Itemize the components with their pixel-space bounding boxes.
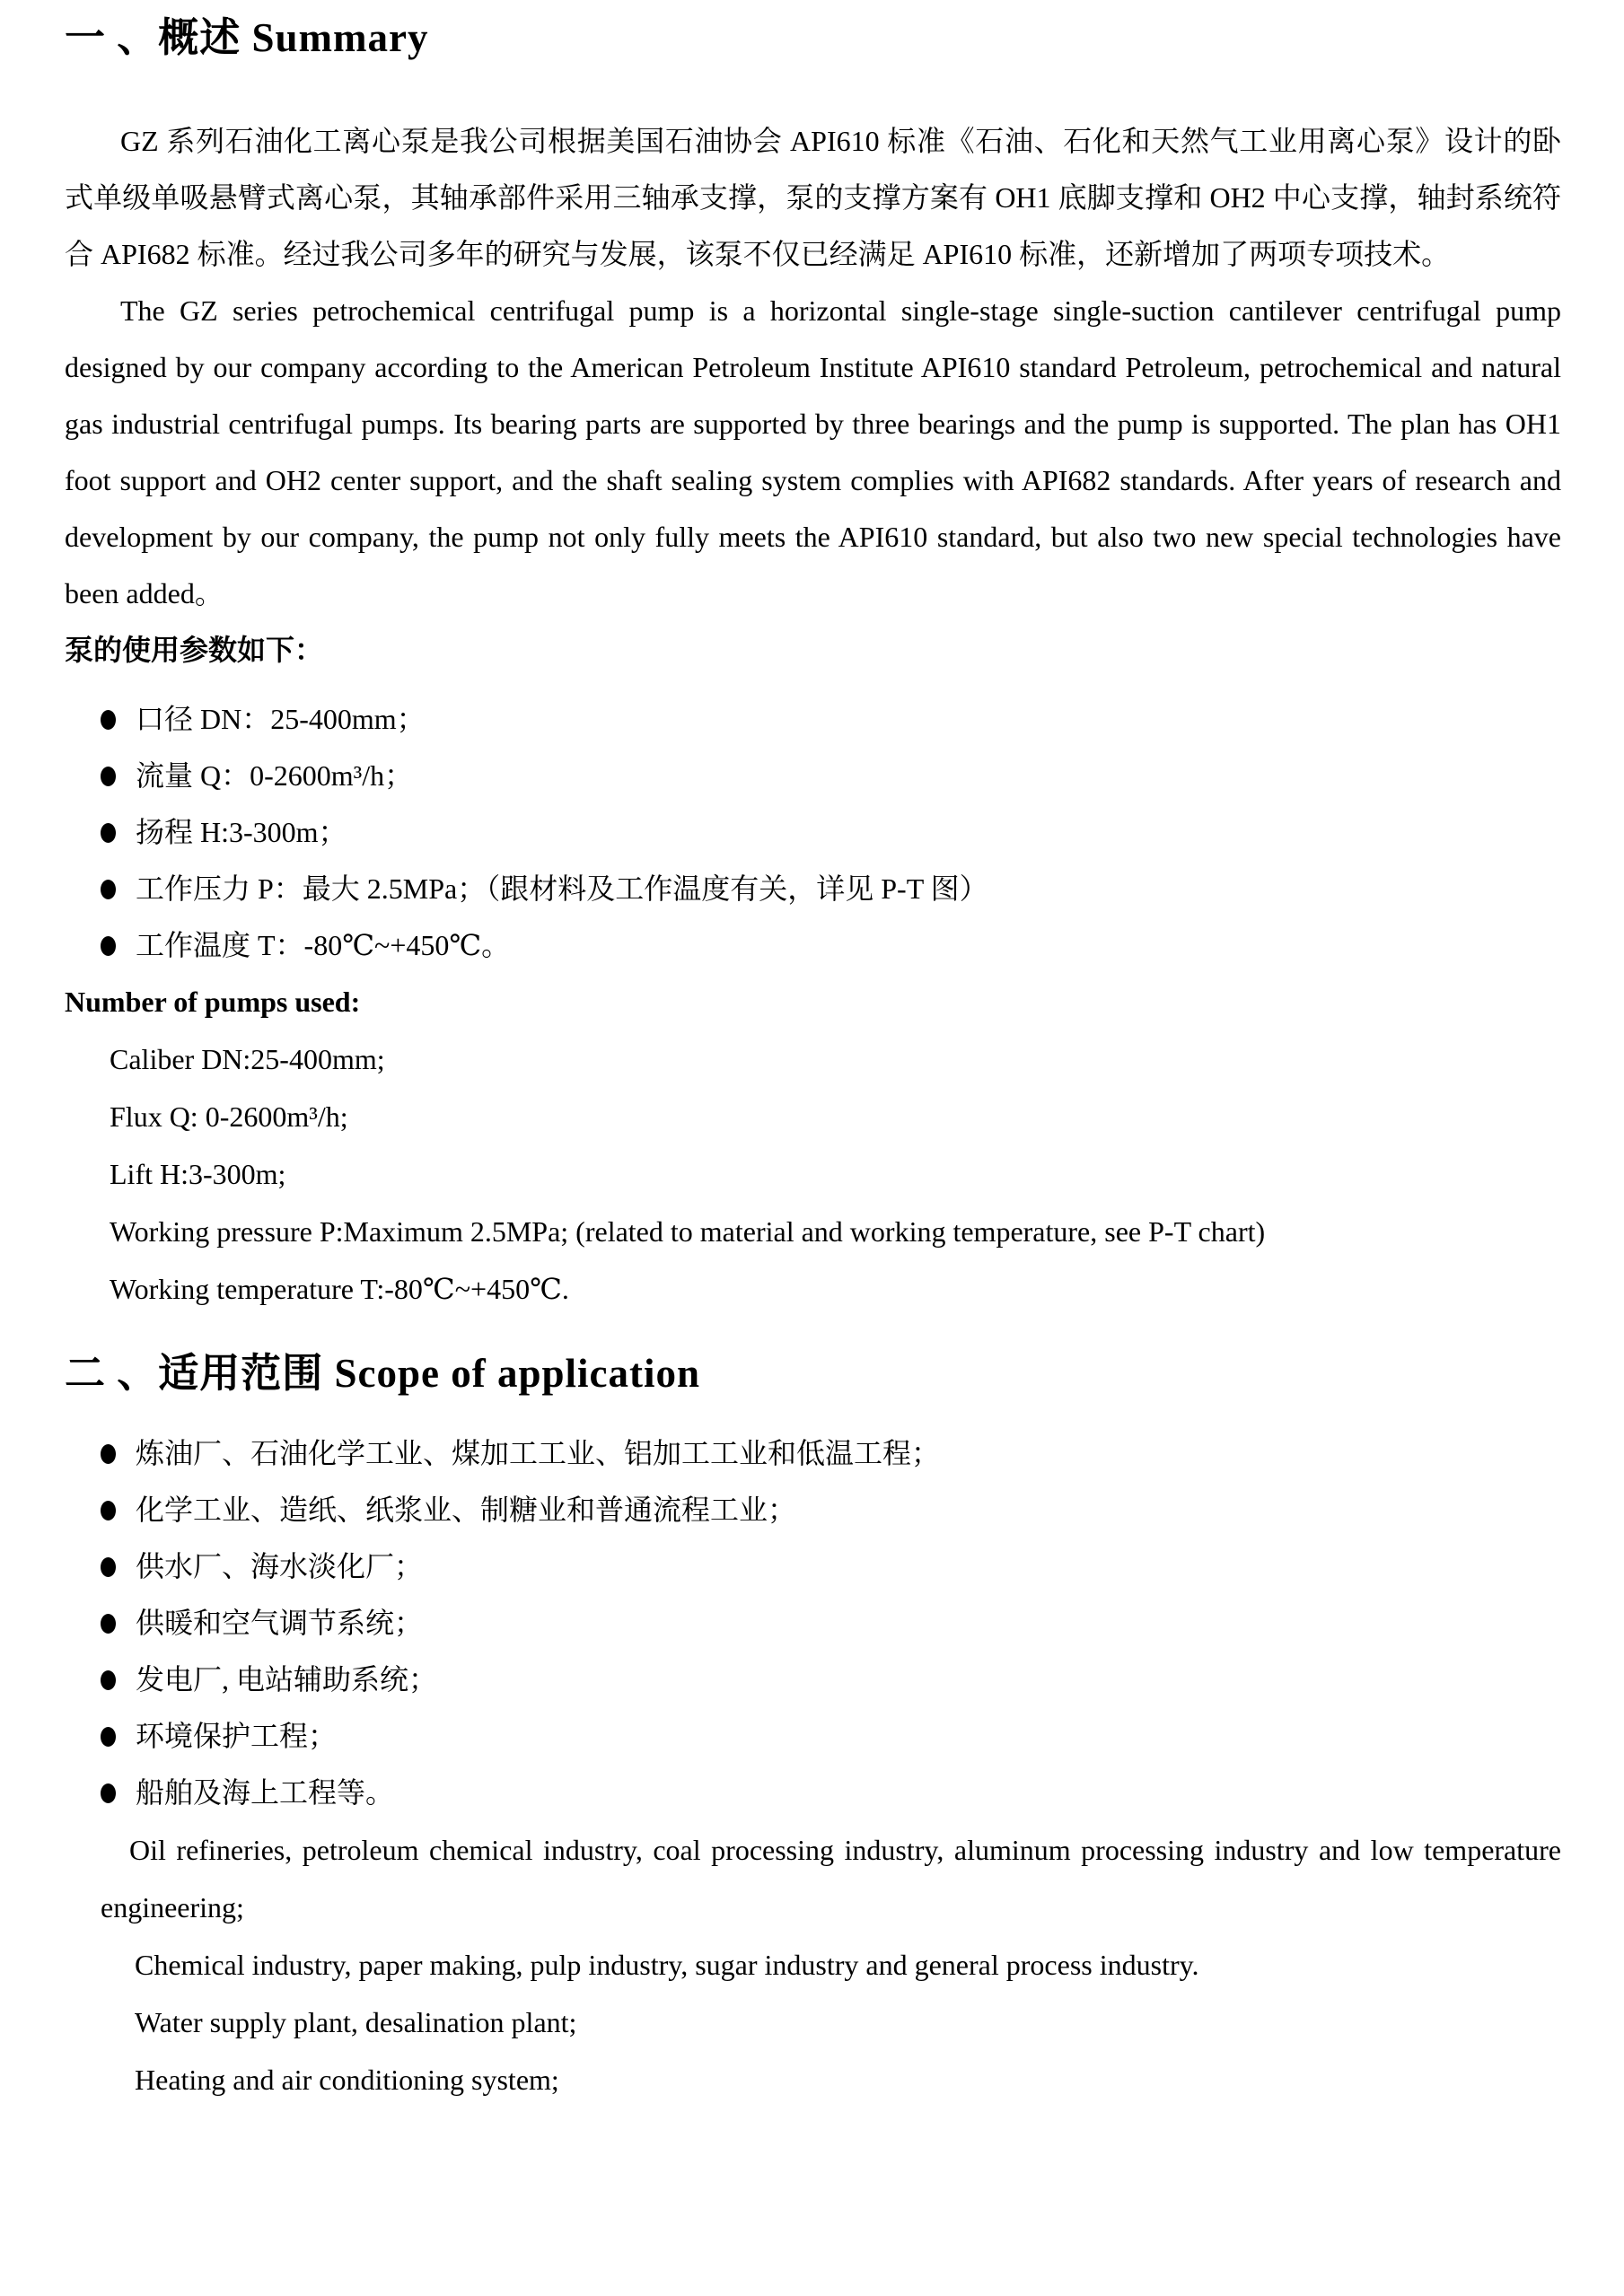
list-item	[101, 691, 1561, 748]
bullet-icon	[101, 823, 116, 843]
bullet-icon	[101, 1557, 116, 1577]
bullet-icon	[101, 1614, 116, 1634]
list-item-text: 工作温度 T：-80℃~+450℃。	[136, 929, 511, 961]
bullet-icon	[101, 710, 116, 730]
list-item	[101, 917, 1561, 974]
section1-paragraph-zh: GZ 系列石油化工离心泵是我公司根据美国石油协会 API610 标准《石油、石化和天然气工业用离心泵》设计的卧式单级单吸悬臂式离心泵，其轴承部件采用三轴承支撑，泵的支撑方案有 OH1 底脚支撑和 OH2 中心支撑，轴封系统符合 API682 标准。经过我公司多年的研究与发展，该泵不仅已经满足 API610 标准，还新增加了两项专项技术。	[65, 125, 1561, 270]
bullet-icon	[101, 936, 116, 956]
list-item	[101, 1595, 1561, 1652]
param-line: Caliber DN:25-400mm;	[110, 1043, 385, 1075]
list-item-text: 环境保护工程；	[136, 1720, 338, 1752]
list-item-text: 流量 Q：0-2600m³/h；	[136, 759, 414, 792]
list-item-text: 供暖和空气调节系统；	[136, 1607, 424, 1639]
list-item-text: 化学工业、造纸、纸浆业、制糖业和普通流程工业；	[136, 1494, 797, 1526]
param-line: Lift H:3-300m;	[110, 1158, 286, 1190]
section2-heading: 二 、适用范围 Scope of application	[65, 1351, 701, 1396]
scope-zh-list	[65, 1425, 1561, 1821]
list-item	[101, 1765, 1561, 1821]
list-item	[101, 1425, 1561, 1482]
list-item	[101, 804, 1561, 861]
pump-params-zh-title: 泵的使用参数如下：	[65, 634, 324, 666]
list-item	[101, 1538, 1561, 1595]
list-item-text: 工作压力 P：最大 2.5MPa；（跟材料及工作温度有关，详见 P-T 图）	[136, 872, 988, 905]
bullet-icon	[101, 767, 116, 786]
list-item	[101, 748, 1561, 804]
list-item	[101, 1652, 1561, 1708]
scope-en-paragraph: Oil refineries, petroleum chemical industry, coal processing industry, aluminum processing industry and low temperature engineering;	[101, 1834, 1561, 1924]
scope-en-paragraphs	[65, 1821, 1561, 2108]
bullet-icon	[101, 1783, 116, 1803]
scope-en-paragraph: Heating and air conditioning system;	[135, 2064, 559, 2096]
section1-heading: 一 、概述 Summary	[65, 15, 429, 60]
pump-params-en-title: Number of pumps used:	[65, 986, 361, 1018]
list-item-text: 炼油厂、石油化学工业、煤加工工业、铝加工工业和低温工程；	[136, 1437, 941, 1469]
bullet-icon	[101, 1501, 116, 1520]
param-line: Working pressure P:Maximum 2.5MPa; (related to material and working temperature, see P-T chart)	[110, 1215, 1266, 1248]
list-item-text: 船舶及海上工程等。	[136, 1776, 395, 1809]
bullet-icon	[101, 1444, 116, 1464]
pump-params-zh-list	[65, 691, 1561, 974]
bullet-icon	[101, 1727, 116, 1747]
list-item-text: 发电厂, 电站辅助系统；	[136, 1663, 438, 1696]
scope-en-paragraph: Chemical industry, paper making, pulp industry, sugar industry and general process industry.	[135, 1949, 1199, 1981]
list-item	[101, 1708, 1561, 1765]
param-line: Working temperature T:-80℃~+450℃.	[110, 1273, 569, 1305]
section1-paragraph-en: The GZ series petrochemical centrifugal pump is a horizontal single-stage single-suction cantilever centrifugal pump designed by our company according to the American Petroleum Institute API610 standard Petroleum, petrochemical and natural gas industrial centrifugal pumps. Its bearing parts are supported by three bearings and the pump is supported. The plan has OH1 foot support and OH2 center support, and the shaft sealing system complies with API682 standards. After years of research and development by our company, the pump not only fully meets the API610 standard, but also two new special technologies have been added。	[65, 294, 1561, 609]
bullet-icon	[101, 1670, 116, 1690]
list-item-text: 供水厂、海水淡化厂；	[136, 1550, 424, 1582]
list-item	[101, 1482, 1561, 1538]
param-line: Flux Q: 0-2600m³/h;	[110, 1100, 348, 1133]
bullet-icon	[101, 880, 116, 899]
scope-en-paragraph: Water supply plant, desalination plant;	[135, 2006, 577, 2038]
list-item-text: 扬程 H:3-300m；	[136, 816, 347, 848]
list-item-text: 口径 DN：25-400mm；	[136, 703, 426, 735]
list-item	[101, 861, 1561, 917]
pump-params-en-list	[65, 1030, 1561, 1318]
